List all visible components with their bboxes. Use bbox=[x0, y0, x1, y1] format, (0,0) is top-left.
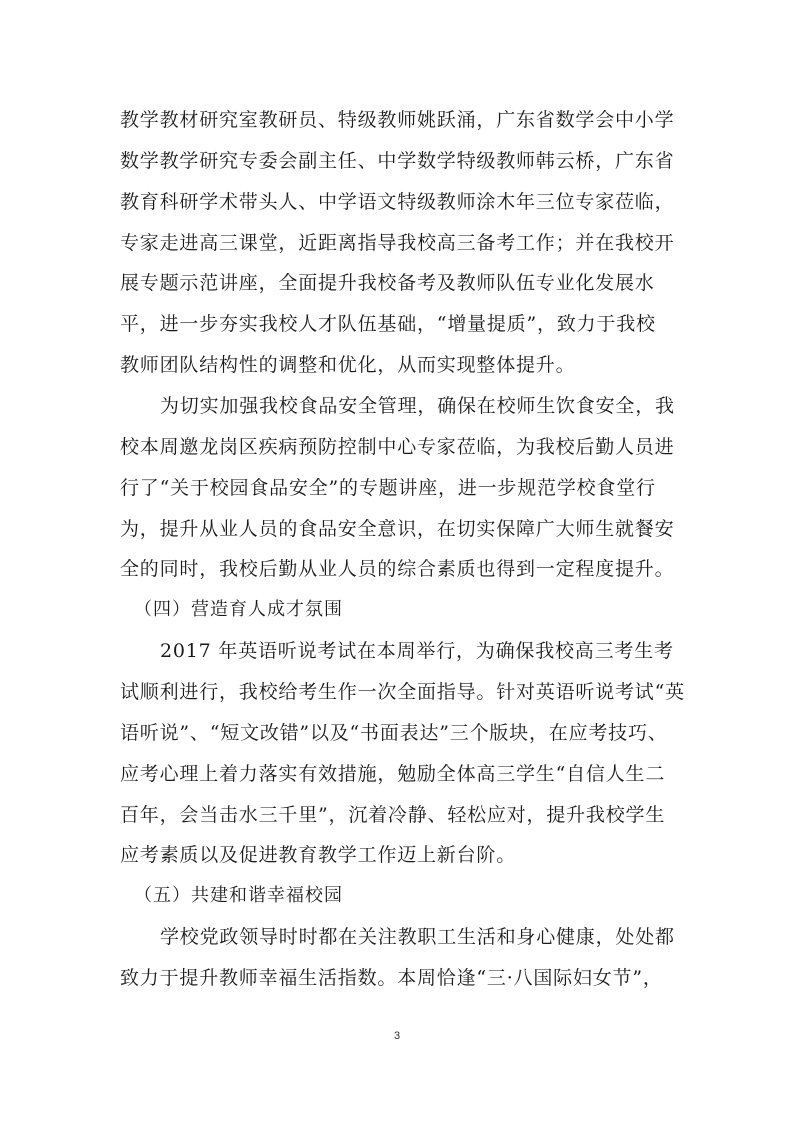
text-line: 教育科研学术带头人、中学语文特级教师涂木年三位专家莅临， bbox=[120, 191, 675, 213]
text-line: 平，进一步夯实我校人才队伍基础，“增量提质”，致力于我校 bbox=[120, 313, 656, 335]
section-heading: （四）营造育人成才氛围 bbox=[134, 599, 343, 620]
text-line: 应考素质以及促进教育教学工作迈上新台阶。 bbox=[120, 844, 517, 866]
text-line: 全的同时，我校后勤从业人员的综合素质也得到一定程度提升。 bbox=[120, 558, 675, 580]
text-line: 百年，会当击水三千里”，沉着冷静、轻松应对，提升我校学生 bbox=[120, 804, 666, 826]
text-line: 试顺利进行，我校给考生作一次全面指导。针对英语听说考试“英 bbox=[120, 681, 685, 703]
paragraph-first-line: 为切实加强我校食品安全管理，确保在校师生饮食安全，我 bbox=[160, 395, 675, 417]
text-line: 应考心理上着力落实有效措施，勉励全体高三学生“自信人生二 bbox=[120, 763, 666, 785]
text-line: 教师团队结构性的调整和优化，从而实现整体提升。 bbox=[120, 354, 576, 376]
paragraph-first-line: 2017 年英语听说考试在本周举行，为确保我校高三考生考 bbox=[160, 640, 674, 662]
text-line: 专家走进高三课堂，近距离指导我校高三备考工作；并在我校开 bbox=[120, 232, 675, 254]
text-line: 行了“关于校园食品安全”的专题讲座，进一步规范学校食堂行 bbox=[120, 477, 656, 499]
text-line: 致力于提升教师幸福生活指数。本周恰逢“三·八国际妇女节”， bbox=[120, 967, 663, 989]
text-line: 语听说”、“短文改错”以及“书面表达”三个版块，在应考技巧、 bbox=[120, 722, 668, 744]
text-line: 数学教学研究专委会副主任、中学数学特级教师韩云桥，广东省 bbox=[120, 150, 675, 172]
page-number: 3 bbox=[393, 1030, 401, 1042]
text-line: 展专题示范讲座，全面提升我校备考及教师队伍专业化发展水 bbox=[120, 272, 655, 294]
paragraph-first-line: 学校党政领导时时都在关注教职工生活和身心健康，处处都 bbox=[160, 926, 675, 948]
text-line: 校本周邀龙岗区疾病预防控制中心专家莅临，为我校后勤人员进 bbox=[120, 436, 675, 458]
text-line: 教学教材研究室教研员、特级教师姚跃涌，广东省数学会中小学 bbox=[120, 109, 675, 131]
section-heading: （五）共建和谐幸福校园 bbox=[134, 885, 343, 906]
text-line: 为，提升从业人员的食品安全意识，在切实保障广大师生就餐安 bbox=[120, 518, 675, 540]
